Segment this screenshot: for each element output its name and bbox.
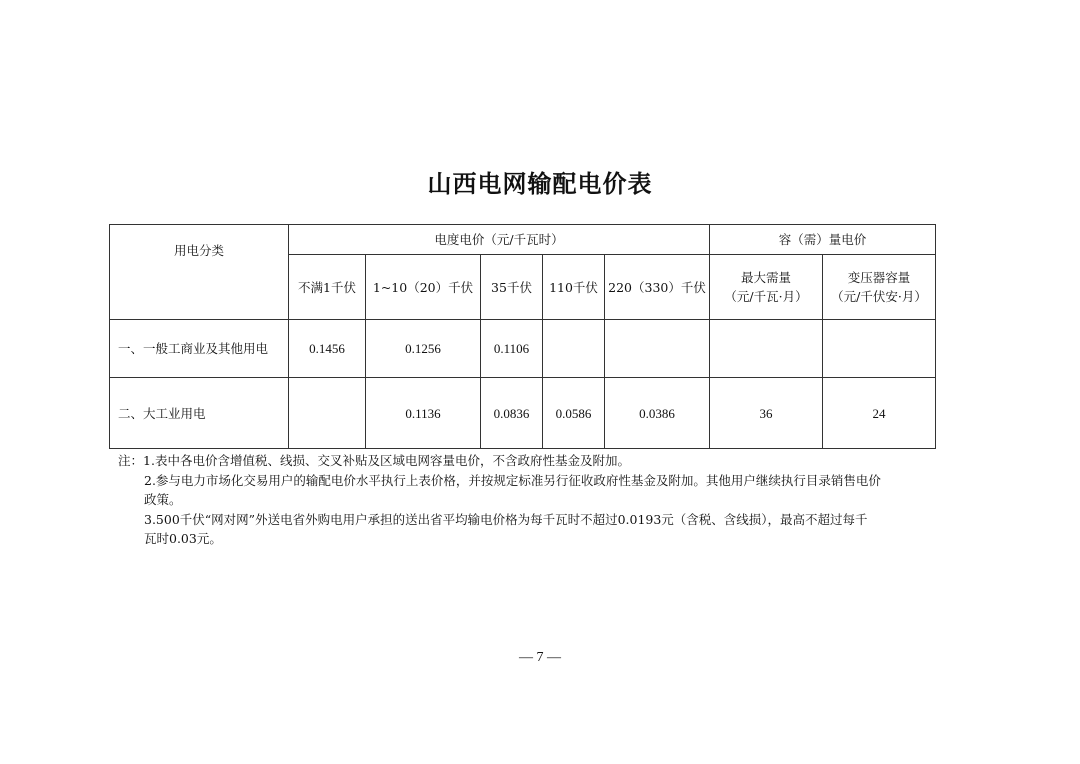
transformer-capacity-unit: （元/千伏安·月）: [831, 289, 927, 304]
page-title: 山西电网输配电价表: [427, 169, 653, 198]
max-demand-label: 最大需量: [740, 270, 791, 285]
note-2-cont: 政策。: [144, 492, 182, 507]
table-cell: 0.1256: [366, 320, 481, 378]
table-cell: 0.0836: [481, 378, 543, 449]
table-header-row: [110, 225, 936, 255]
table-row: [110, 378, 936, 449]
category-header: 用电分类: [110, 225, 289, 320]
table-cell: [289, 378, 366, 449]
transformer-capacity-header: [823, 255, 936, 320]
table-cell: 36: [710, 378, 823, 449]
table-cell: 0.0586: [543, 378, 605, 449]
voltage-level-header: 35千伏: [481, 255, 543, 320]
row-category: 一、一般工商业及其他用电: [110, 320, 289, 378]
table-cell: 24: [823, 378, 936, 449]
note-2: 2.参与电力市场化交易用户的输配电价水平执行上表价格，并按规定标准另行征收政府性基金及附加。其他用户继续执行目录销售电价: [144, 472, 881, 488]
note-1-text: 1.表中各电价含增值税、线损、交叉补贴及区域电网容量电价，不含政府性基金及附加。: [143, 453, 630, 468]
energy-price-header: 电度电价（元/千瓦时）: [289, 225, 710, 255]
page-number: — 7 —: [519, 650, 561, 665]
note-1: [118, 451, 936, 471]
transformer-capacity-label: 变压器容量: [847, 270, 911, 285]
capacity-price-header: 容（需）量电价: [710, 225, 936, 255]
max-demand-unit: （元/千瓦·月）: [724, 289, 808, 304]
notes-prefix: 注：: [118, 453, 144, 468]
voltage-level-header: 110千伏: [543, 255, 605, 320]
table-cell: 0.1106: [481, 320, 543, 378]
voltage-level-header: 220（330）千伏: [605, 255, 710, 320]
table-cell: 0.0386: [605, 378, 710, 449]
table-row: [110, 320, 936, 378]
max-demand-header: [710, 255, 823, 320]
voltage-level-header: 1~10（20）千伏: [366, 255, 481, 320]
table-cell: [543, 320, 605, 378]
note-3-cont: 瓦时0.03元。: [144, 531, 222, 546]
table-cell: [710, 320, 823, 378]
note-3: 3.500千伏“网对网”外送电省外购电用户承担的送出省平均输电价格为每千瓦时不超过0.0193元（含税、含线损），最高不超过每千: [144, 511, 868, 527]
voltage-level-header: 不满1千伏: [289, 255, 366, 320]
table-cell: 0.1456: [289, 320, 366, 378]
table-cell: [823, 320, 936, 378]
table-cell: 0.1136: [366, 378, 481, 449]
table-cell: [605, 320, 710, 378]
notes: [118, 451, 936, 549]
row-category: 二、大工业用电: [110, 378, 289, 449]
price-table: [109, 224, 936, 449]
